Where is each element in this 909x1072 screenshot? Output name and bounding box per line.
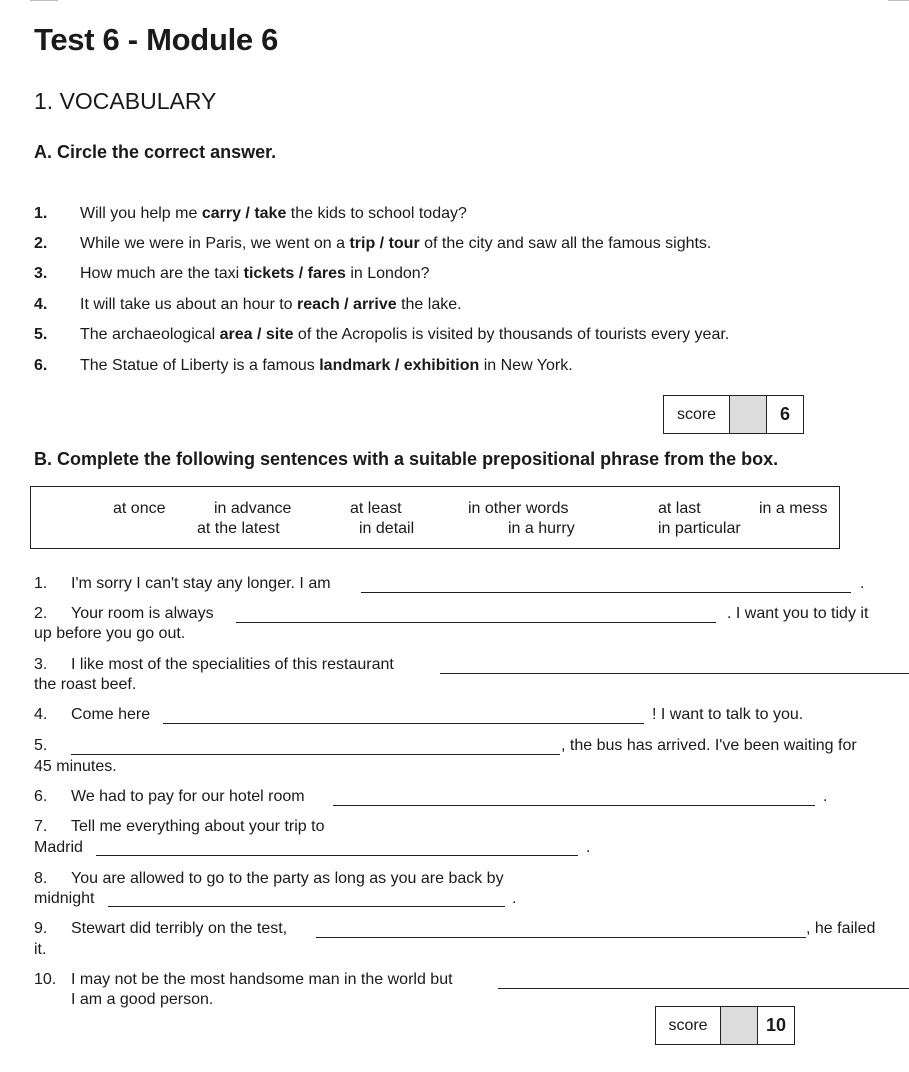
sentence-text: , he failed xyxy=(806,920,876,937)
answer-blank[interactable] xyxy=(361,592,851,593)
sentence-text: I like most of the specialities of this restaurant xyxy=(71,656,394,673)
sentence-text: ! I want to talk to you. xyxy=(652,706,804,723)
sentence-text: the roast beef. xyxy=(34,676,137,693)
part-b-score-box xyxy=(655,1006,795,1045)
answer-options[interactable]: landmark / exhibition xyxy=(319,357,480,374)
part-a-question: 4. It will take us about an hour to reach / arrive the lake. xyxy=(34,296,462,313)
question-number: 4. xyxy=(34,706,48,723)
answer-blank[interactable] xyxy=(440,673,909,674)
word-box-item: in particular xyxy=(658,520,741,537)
sentence-text: . xyxy=(823,788,828,805)
question-number: 8. xyxy=(34,870,48,887)
question-number: 7. xyxy=(34,818,48,835)
answer-options[interactable]: reach / arrive xyxy=(297,296,397,313)
word-box-item: in a hurry xyxy=(508,520,575,537)
sentence-text: Come here xyxy=(71,706,151,723)
question-number: 3. xyxy=(34,265,48,282)
score-entry-cell[interactable] xyxy=(730,396,767,433)
question-number: 6. xyxy=(34,788,48,805)
word-box-item: in advance xyxy=(214,500,292,517)
sentence-text: up before you go out. xyxy=(34,625,186,642)
sentence-text: Stewart did terribly on the test, xyxy=(71,920,288,937)
sentence-text: . I want you to tidy it xyxy=(727,605,869,622)
part-a-question: 3. How much are the taxi tickets / fares in London? xyxy=(34,265,430,282)
answer-blank[interactable] xyxy=(71,754,560,755)
sentence-text: Tell me everything about your trip to xyxy=(71,818,325,835)
answer-options[interactable]: carry / take xyxy=(201,205,287,222)
sentence-text: I am a good person. xyxy=(71,991,214,1008)
word-box-item: at least xyxy=(350,500,402,517)
answer-blank[interactable] xyxy=(333,805,815,806)
part-a-question: 6. The Statue of Liberty is a famous landmark / exhibition in New York. xyxy=(34,357,573,374)
answer-options[interactable]: tickets / fares xyxy=(243,265,346,282)
part-a-instruction: A. Circle the correct answer. xyxy=(34,142,277,162)
answer-options[interactable]: area / site xyxy=(219,326,294,343)
answer-blank[interactable] xyxy=(236,622,716,623)
score-entry-cell[interactable] xyxy=(721,1007,758,1044)
score-label: score xyxy=(656,1007,721,1044)
top-edge-mark-right xyxy=(888,0,909,1)
sentence-text: I'm sorry I can't stay any longer. I am xyxy=(71,575,331,592)
sentence-text: We had to pay for our hotel room xyxy=(71,788,305,805)
part-a-question: 1. Will you help me carry / take the kids to school today? xyxy=(34,205,467,222)
top-edge-mark-left xyxy=(30,0,58,1)
word-box-item: in other words xyxy=(468,500,569,517)
sentence-text: it. xyxy=(34,941,47,958)
part-a-question: 2. While we were in Paris, we went on a trip / tour of the city and saw all the famous sights. xyxy=(34,235,712,252)
sentence-text: I may not be the most handsome man in the world but xyxy=(71,971,453,988)
question-number: 1. xyxy=(34,575,48,592)
answer-blank[interactable] xyxy=(163,723,644,724)
word-box-item: in a mess xyxy=(759,500,828,517)
answer-blank[interactable] xyxy=(316,937,806,938)
answer-blank[interactable] xyxy=(108,906,505,907)
question-number: 2. xyxy=(34,235,48,252)
question-number: 6. xyxy=(34,357,48,374)
score-label: score xyxy=(664,396,730,433)
sentence-text: Madrid xyxy=(34,839,83,856)
sentence-text: 45 minutes. xyxy=(34,758,117,775)
answer-blank[interactable] xyxy=(498,988,909,989)
answer-blank[interactable] xyxy=(96,855,578,856)
sentence-text: . xyxy=(586,839,591,856)
question-number: 5. xyxy=(34,737,48,754)
question-number: 2. xyxy=(34,605,48,622)
page-title: Test 6 - Module 6 xyxy=(34,22,279,57)
question-number: 4. xyxy=(34,296,48,313)
question-number: 9. xyxy=(34,920,48,937)
part-a-score-box xyxy=(663,395,804,434)
section-heading: 1. VOCABULARY xyxy=(34,88,217,114)
sentence-text: . xyxy=(512,890,517,907)
sentence-text: Your room is always xyxy=(71,605,214,622)
part-a-question: 5. The archaeological area / site of the Acropolis is visited by thousands of tourists every year. xyxy=(34,326,730,343)
score-total: 10 xyxy=(765,1015,787,1035)
question-number: 5. xyxy=(34,326,48,343)
answer-options[interactable]: trip / tour xyxy=(349,235,420,252)
word-box-item: in detail xyxy=(359,520,415,537)
sentence-text: midnight xyxy=(34,890,95,907)
word-box-item: at the latest xyxy=(197,520,280,537)
sentence-text: You are allowed to go to the party as long as you are back by xyxy=(71,870,504,887)
score-total: 6 xyxy=(779,404,790,424)
word-box-item: at last xyxy=(658,500,701,517)
sentence-text: . xyxy=(860,575,865,592)
word-box-item: at once xyxy=(113,500,166,517)
sentence-text: , the bus has arrived. I've been waiting for xyxy=(561,737,857,754)
question-number: 10. xyxy=(34,971,57,988)
question-number: 1. xyxy=(34,205,48,222)
question-number: 3. xyxy=(34,656,48,673)
part-b-instruction: B. Complete the following sentences with a suitable prepositional phrase from the box. xyxy=(34,449,779,469)
